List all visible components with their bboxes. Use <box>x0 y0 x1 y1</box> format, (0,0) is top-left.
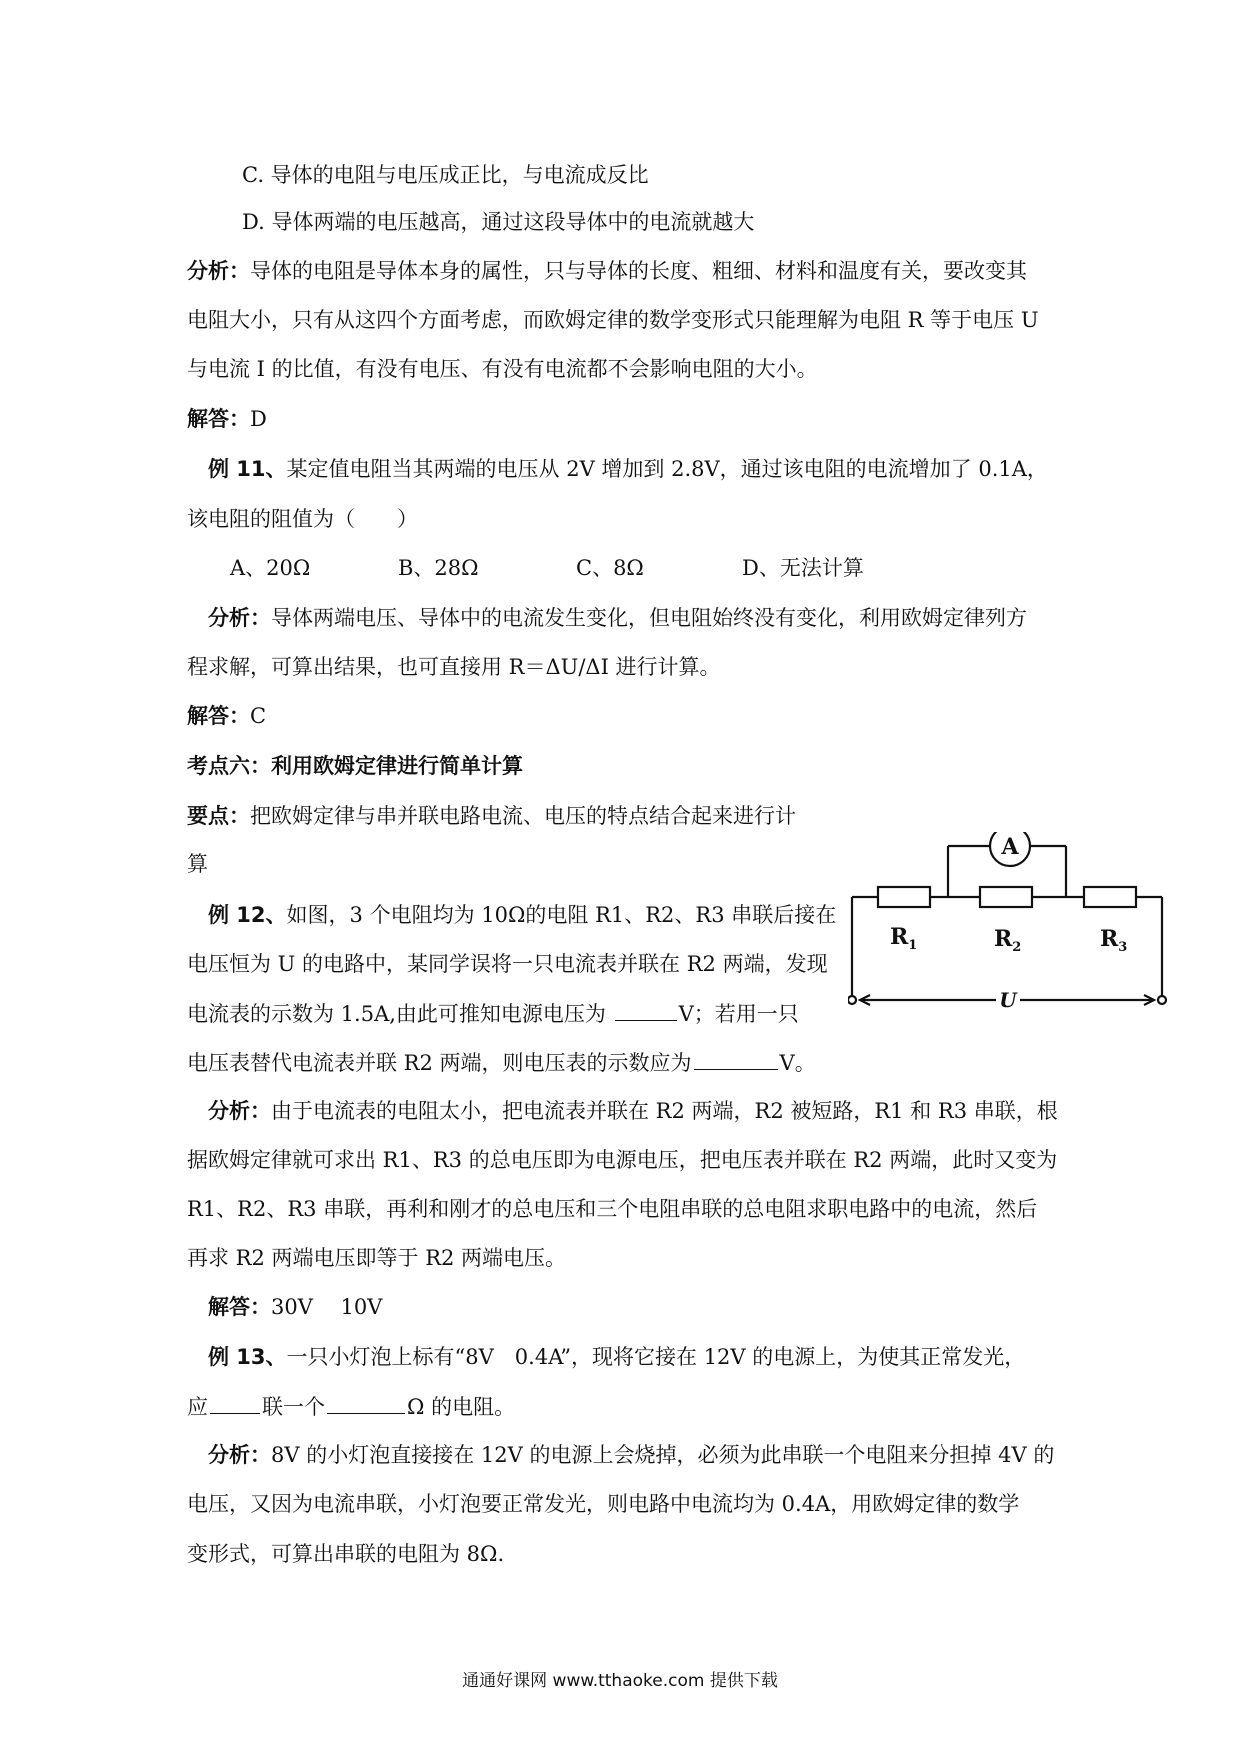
option-d: D. 导体两端的电压越高，通过这段导体中的电流就越大 <box>242 210 755 234</box>
resistor-r2 <box>980 887 1032 907</box>
answer-11: 解答：C <box>187 704 267 728</box>
r2-label: $R_2$ <box>994 926 1022 955</box>
analysis-10-line-1: 分析：导体的电阻是导体本身的属性，只与导体的长度、粗细、材料和温度有关，要改变其 <box>187 259 1027 283</box>
circuit-diagram <box>848 832 1180 1012</box>
analysis-12-line-1: 分析：由于电流表的电阻太小，把电流表并联在 R2 两端，R2 被短路，R1 和 R3 串联，根 <box>208 1099 1058 1123</box>
answer-blank <box>615 998 677 1021</box>
example-12-line-4: 电压表替代电流表并联 R2 两端，则电压表的示数应为 V。 <box>187 1047 816 1078</box>
analysis-13-line-2: 电压，又因为电流串联，小灯泡要正常发光，则电路中电流均为 0.4A，用欧姆定律的数学 <box>187 1492 1020 1516</box>
option-a: A、20Ω <box>230 556 311 580</box>
analysis-10-line-2: 电阻大小，只有从这四个方面考虑，而欧姆定律的数学变形式只能理解为电阻 R 等于电压 U <box>187 308 1039 332</box>
key-point-6-heading: 考点六：利用欧姆定律进行简单计算 <box>187 754 523 778</box>
resistor-r3 <box>1084 887 1136 907</box>
answer-blank <box>694 1047 778 1070</box>
analysis-12-line-2: 据欧姆定律就可求出 R1、R3 的总电压即为电源电压，把电压表并联在 R2 两端，此时又变为 <box>187 1148 1058 1172</box>
answer-12: 解答：30V 10V <box>208 1295 383 1319</box>
option-c: C. 导体的电阻与电压成正比，与电流成反比 <box>242 163 649 187</box>
analysis-11-line-2: 程求解，可算出结果，也可直接用 R＝ΔU/ΔI 进行计算。 <box>187 655 721 679</box>
example-11-options <box>230 553 864 583</box>
example-12-line-3: 电流表的示数为 1.5A,由此可推知电源电压为 V；若用一只 <box>187 998 799 1029</box>
analysis-13-line-1: 分析：8V 的小灯泡直接接在 12V 的电源上会烧掉，必须为此串联一个电阻来分担掉 4V 的 <box>208 1443 1055 1467</box>
answer-blank <box>327 1391 405 1414</box>
option-d: D、无法计算 <box>742 556 864 580</box>
voltage-label: U <box>999 988 1017 1012</box>
option-b: B、28Ω <box>398 556 479 580</box>
example-11-line-2: 该电阻的阻值为（ ） <box>187 507 418 531</box>
example-11-line-1: 例 11、某定值电阻当其两端的电压从 2V 增加到 2.8V，通过该电阻的电流增加了 0.1A， <box>208 457 1048 481</box>
analysis-11-line-1: 分析：导体两端电压、导体中的电流发生变化，但电阻始终没有变化，利用欧姆定律列方 <box>208 606 1027 630</box>
ammeter-label: A <box>1001 834 1019 860</box>
analysis-13-line-3: 变形式，可算出串联的电阻为 8Ω. <box>187 1542 505 1566</box>
example-12-line-1: 例 12、如图，3 个电阻均为 10Ω的电阻 R1、R2、R3 串联后接在 <box>208 903 837 927</box>
key-point-line-1: 要点：把欧姆定律与串并联电路电流、电压的特点结合起来进行计 <box>187 804 796 828</box>
analysis-12-line-3: R1、R2、R3 串联，再利和刚才的总电压和三个电阻串联的总电阻求职电路中的电流，然后 <box>187 1197 1038 1221</box>
analysis-12-line-4: 再求 R2 两端电压即等于 R2 两端电压。 <box>187 1246 567 1270</box>
r3-label: $R_3$ <box>1100 926 1128 955</box>
r1-label: $R_1$ <box>890 924 918 953</box>
resistor-r1 <box>878 887 930 907</box>
answer-blank <box>210 1391 260 1414</box>
analysis-10-line-3: 与电流 I 的比值，有没有电压、有没有电流都不会影响电阻的大小。 <box>187 357 818 381</box>
answer-10: 解答：D <box>187 407 267 431</box>
example-13-line-2: 应 联一个 Ω 的电阻。 <box>187 1391 515 1422</box>
example-12-line-2: 电压恒为 U 的电路中，某同学误将一只电流表并联在 R2 两端，发现 <box>187 952 828 976</box>
analysis-label: 分析： <box>187 259 250 283</box>
page-footer: 通通好课网 www.tthaoke.com 提供下载 <box>462 1671 778 1691</box>
example-13-line-1: 例 13、一只小灯泡上标有“8V 0.4A”，现将它接在 12V 的电源上，为使其正常发光， <box>208 1345 1026 1369</box>
key-point-line-2: 算 <box>187 852 208 876</box>
option-c: C、8Ω <box>576 556 644 580</box>
